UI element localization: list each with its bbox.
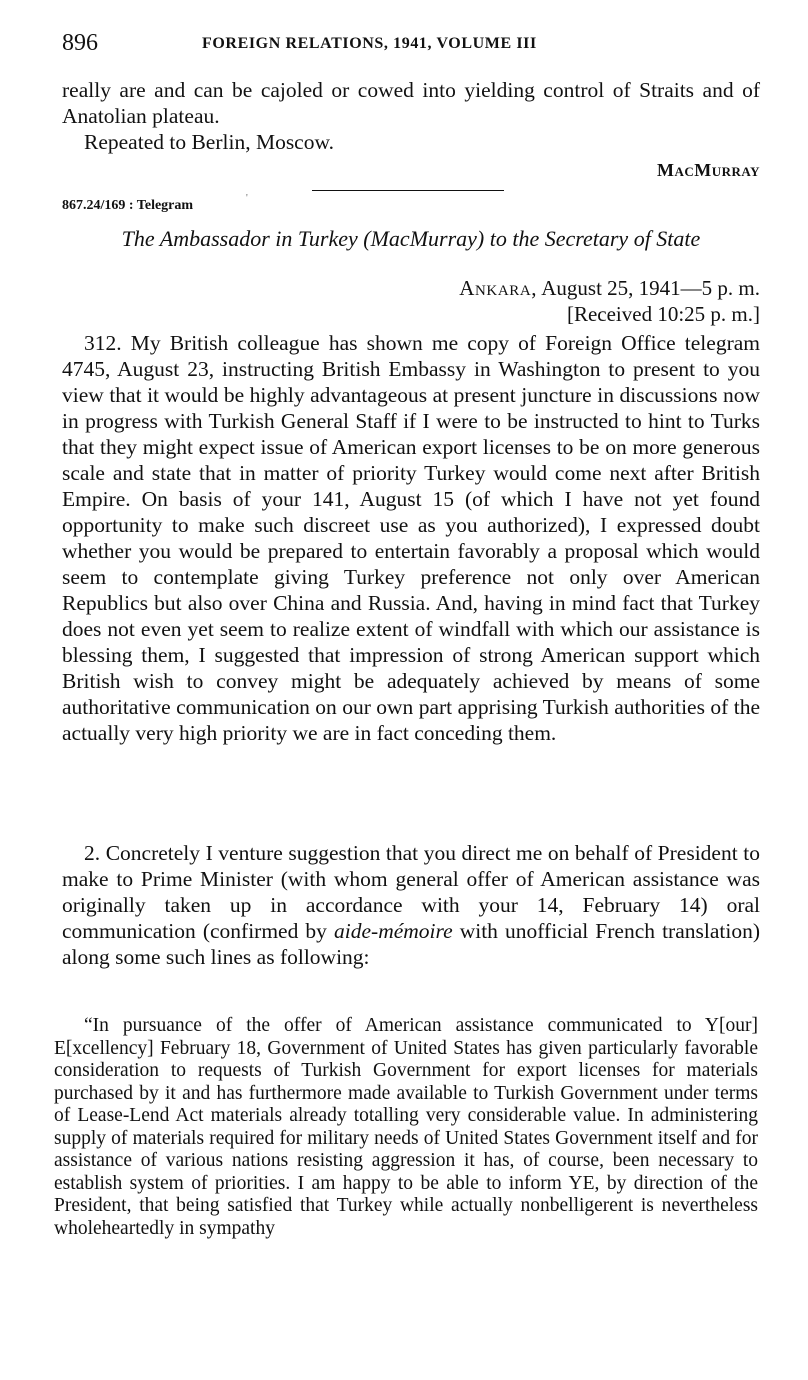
dateline bbox=[459, 276, 760, 301]
paragraph-2-text: 2. Concretely I venture suggestion that you direct me on behalf of President to make to Prime Minister (with whom general offer of American assistance was originally taken up in accordance with your 14, February 14) oral communication (confirmed by bbox=[62, 841, 760, 943]
paragraph-2 bbox=[62, 840, 760, 970]
continued-paragraph bbox=[62, 77, 760, 155]
running-title: FOREIGN RELATIONS, 1941, VOLUME III bbox=[202, 35, 537, 52]
section-divider bbox=[312, 190, 504, 191]
document-reference: 867.24/169 : Telegram bbox=[62, 198, 194, 213]
document-title: The Ambassador in Turkey (MacMurray) to the Secretary of State bbox=[121, 226, 701, 251]
signature: MacMurray bbox=[656, 160, 760, 180]
aide-memoire-term: aide-mémoire bbox=[334, 919, 453, 943]
continued-text: really are and can be cajoled or cowed into yielding control of Straits and of Anatolian plateau. bbox=[62, 78, 760, 128]
repeated-note: Repeated to Berlin, Moscow. bbox=[84, 130, 334, 154]
page-number: 896 bbox=[62, 30, 98, 56]
quoted-communication bbox=[54, 1015, 758, 1240]
paragraph-2-tail: with unofficial French translation) along some such lines as following: bbox=[62, 919, 760, 969]
quoted-text: “In pursuance of the offer of American assistance communicated to Y[our] E[xcellency] February 18, Government of United States has given particularly favorable consideration to requests of Turkish Government for export licenses for materials purchased by it and has furthermore made available to Turkish Government under terms of Lease-Lend Act materials already totalling very considerable value. In administering supply of materials required for military needs of United States Government itself and for assistance of various nations resisting aggression it has, of course, been necessary to establish system of priorities. I am happy to be able to inform YE, by direction of the President, that being satisfied that Turkey while actually nonbelligerent is nevertheless wholeheartedly in sympathy bbox=[54, 1015, 758, 1239]
paragraph-312: 312. My British colleague has shown me copy of Foreign Office telegram 4745, August 23, instructing British Embassy in Washington to present to you view that it would be highly advantageous at present juncture in discussions now in progress with Turkish General Staff if I were to be instructed to hint to Turks that they might expect issue of American export licenses to be on more generous scale and state that in matter of priority Turkey would come next after British Empire. On basis of your 141, August 15 (of which I have not yet found opportunity to make such discreet use as you authorized), I expressed doubt whether you would be prepared to entertain favorably a proposal which would seem to contemplate giving Turkey preference not only over American Republics but also over China and Russia. And, having in mind fact that Turkey does not even yet seem to realize extent of windfall with which our assistance is blessing them, I suggested that impression of strong American support which British wish to convey might be adequately achieved by means of some authoritative communication on our own part apprising Turkish authorities of the actually very high priority we are in fact conceding them. bbox=[62, 331, 760, 745]
mark-icon: ' bbox=[246, 193, 248, 204]
received-time: [Received 10:25 p. m.] bbox=[566, 302, 760, 326]
dateline-place: Ankara, bbox=[459, 276, 538, 300]
dateline-date: August 25, 1941—5 p. m. bbox=[541, 276, 760, 300]
page-header bbox=[62, 30, 762, 60]
